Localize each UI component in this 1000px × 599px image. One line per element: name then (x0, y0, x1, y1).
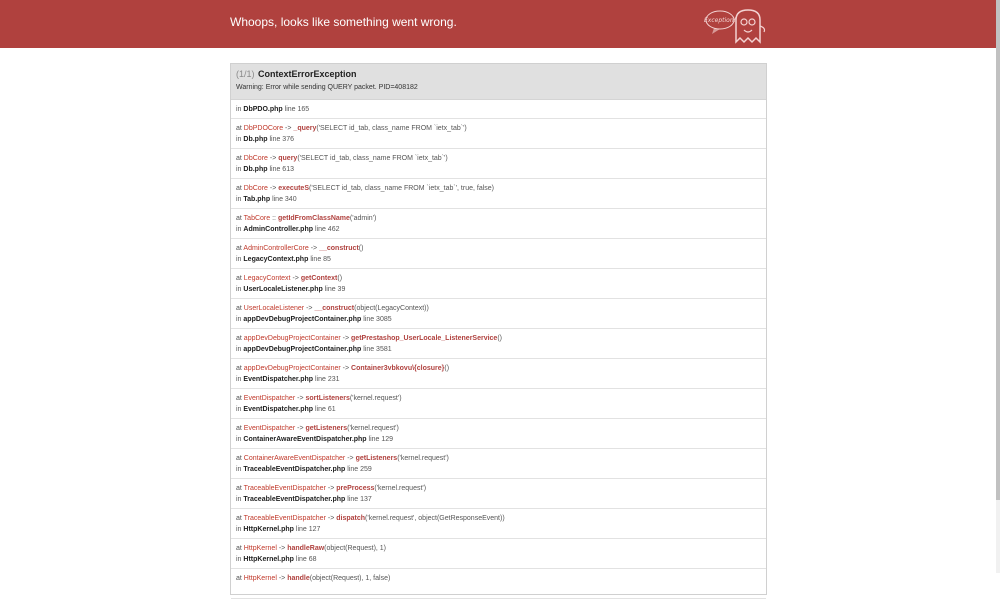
function-name: getPrestashop_UserLocale_ListenerService (351, 335, 498, 342)
call-operator: -> (292, 275, 299, 282)
file-name: HttpKernel.php (243, 556, 294, 563)
in-label: in (236, 166, 242, 173)
at-label: at (236, 185, 242, 192)
file-name: LegacyContext.php (243, 256, 309, 263)
file-name: Tab.php (243, 196, 271, 203)
stack-frame (231, 149, 766, 179)
function-args: ('SELECT id_tab, class_name FROM `ietx_tab`') (297, 155, 448, 162)
in-label: in (236, 256, 242, 263)
function-name: query (278, 155, 298, 162)
exception-header (231, 64, 766, 100)
call-operator: :: (272, 215, 276, 222)
function-name: _query (293, 125, 317, 132)
call-operator: -> (327, 515, 335, 522)
at-label: at (236, 515, 242, 522)
call-operator: -> (278, 545, 286, 552)
at-label: at (236, 395, 242, 402)
call-operator: -> (269, 155, 277, 162)
function-args: (object(Request), 1, false) (309, 575, 391, 582)
class-name[interactable]: EventDispatcher (243, 425, 296, 432)
at-label: at (236, 365, 242, 372)
class-name[interactable]: EventDispatcher (243, 395, 296, 402)
function-args: (object(LegacyContext)) (354, 305, 429, 312)
line-number: line 39 (324, 286, 346, 293)
file-name: ContainerAwareEventDispatcher.php (243, 436, 367, 443)
in-label: in (236, 196, 242, 203)
in-label: in (236, 526, 242, 533)
logo-text: Exception! (704, 17, 737, 24)
stack-frame (231, 509, 766, 539)
function-name: getIdFromClassName (277, 215, 350, 222)
function-name: handle (287, 575, 310, 582)
in-label: in (236, 286, 242, 293)
in-label: in (236, 376, 242, 383)
exception-count: (1/1) (236, 69, 255, 79)
function-args: ('kernel.request', object(GetResponseEvent)) (365, 515, 505, 522)
function-args: ('SELECT id_tab, class_name FROM `ietx_tab`') (316, 125, 467, 132)
scrollbar-thumb[interactable] (996, 0, 1000, 500)
in-label: in (236, 136, 242, 143)
line-number: line 462 (314, 226, 340, 233)
function-args: ('kernel.request') (374, 485, 427, 492)
class-name[interactable]: TraceableEventDispatcher (243, 515, 326, 522)
at-label: at (236, 305, 242, 312)
stack-frame (231, 239, 766, 269)
function-name: getListeners (355, 455, 398, 462)
function-args: () (444, 365, 450, 372)
file-name: Db.php (243, 166, 268, 173)
stack-frame (231, 539, 766, 569)
class-name[interactable]: UserLocaleListener (243, 305, 305, 312)
at-label: at (236, 275, 242, 282)
stack-frame (231, 419, 766, 449)
stack-frame (231, 389, 766, 419)
class-name[interactable]: DbCore (243, 155, 268, 162)
error-header (0, 0, 1000, 48)
file-name: EventDispatcher.php (243, 406, 314, 413)
line-number: line 231 (315, 376, 340, 383)
page-scrollbar[interactable] (996, 0, 1000, 573)
function-name: executeS (278, 185, 309, 192)
class-name[interactable]: HttpKernel (243, 575, 277, 582)
stack-trace (231, 100, 766, 599)
function-args: ('SELECT id_tab, class_name FROM `ietx_tab`', true, false) (309, 185, 495, 192)
in-label: in (236, 436, 242, 443)
stack-frame (231, 449, 766, 479)
stack-frame (231, 329, 766, 359)
file-name: TraceableEventDispatcher.php (243, 466, 346, 473)
in-label: in (236, 226, 242, 233)
file-name: appDevDebugProjectContainer.php (243, 316, 362, 323)
function-name: dispatch (336, 515, 366, 522)
function-args: ('admin') (349, 215, 377, 222)
function-args: ('kernel.request') (347, 425, 399, 432)
function-name: sortListeners (305, 395, 350, 402)
line-number: line 613 (269, 166, 294, 173)
line-number: line 3085 (363, 316, 392, 323)
in-label: in (236, 406, 242, 413)
in-label: in (236, 106, 242, 113)
line-number: line 259 (347, 466, 372, 473)
file-name: TraceableEventDispatcher.php (243, 496, 346, 503)
line-number: line 127 (295, 526, 321, 533)
function-args: ('kernel.request') (397, 455, 449, 462)
file-name: DbPDO.php (243, 106, 283, 113)
at-label: at (236, 215, 242, 222)
in-label: in (236, 346, 242, 353)
class-name[interactable]: DbCore (243, 185, 268, 192)
at-label: at (236, 485, 242, 492)
function-name: handleRaw (287, 545, 325, 552)
class-name[interactable]: AdminControllerCore (243, 245, 309, 252)
function-args: ('kernel.request') (349, 395, 402, 402)
stack-frame (231, 299, 766, 329)
stack-frame (231, 479, 766, 509)
line-number: line 137 (347, 496, 372, 503)
call-operator: -> (285, 125, 292, 132)
line-number: line 3581 (363, 346, 392, 353)
function-args: (object(Request), 1) (324, 545, 387, 552)
class-name[interactable]: LegacyContext (243, 275, 291, 282)
class-name[interactable]: TraceableEventDispatcher (243, 485, 326, 492)
call-operator: -> (306, 305, 313, 312)
at-label: at (236, 425, 242, 432)
stack-frame (231, 100, 766, 119)
stack-frame (231, 569, 766, 599)
call-operator: -> (342, 365, 350, 372)
function-args: () (497, 335, 502, 342)
stack-frame (231, 209, 766, 239)
line-number: line 129 (368, 436, 394, 443)
call-operator: -> (342, 335, 350, 342)
call-operator: -> (269, 185, 277, 192)
stack-frame (231, 359, 766, 389)
at-label: at (236, 335, 242, 342)
in-label: in (236, 496, 242, 503)
line-number: line 61 (315, 406, 336, 413)
stack-frame (231, 179, 766, 209)
at-label: at (236, 125, 242, 132)
function-args: () (337, 275, 343, 282)
call-operator: -> (297, 395, 304, 402)
in-label: in (236, 556, 242, 563)
line-number: line 85 (310, 256, 331, 263)
class-name[interactable]: TabCore (243, 215, 271, 222)
function-name: getListeners (305, 425, 348, 432)
function-args: () (358, 245, 364, 252)
call-operator: -> (327, 485, 335, 492)
file-name: EventDispatcher.php (243, 376, 314, 383)
exception-name: ContextErrorException (258, 69, 357, 79)
file-name: UserLocaleListener.php (243, 286, 323, 293)
line-number: line 376 (269, 136, 294, 143)
class-name[interactable]: appDevDebugProjectContainer (243, 365, 341, 372)
call-operator: -> (310, 245, 318, 252)
stack-frame (231, 119, 766, 149)
function-name: preProcess (336, 485, 375, 492)
page-title: Whoops, looks like something went wrong. (230, 15, 457, 29)
at-label: at (236, 245, 242, 252)
line-number: line 340 (272, 196, 297, 203)
at-label: at (236, 155, 242, 162)
function-name: Container3vbkovu\{closure} (351, 365, 445, 372)
at-label: at (236, 545, 242, 552)
call-operator: -> (347, 455, 354, 462)
call-operator: -> (297, 425, 304, 432)
call-operator: -> (278, 575, 286, 582)
in-label: in (236, 316, 242, 323)
in-label: in (236, 466, 242, 473)
function-name: __construct (319, 245, 359, 252)
function-name: getContext (300, 275, 338, 282)
line-number: line 165 (284, 106, 310, 113)
file-name: HttpKernel.php (243, 526, 294, 533)
line-number: line 68 (295, 556, 317, 563)
class-name[interactable]: HttpKernel (243, 545, 277, 552)
exception-panel (230, 63, 767, 595)
file-name: Db.php (243, 136, 268, 143)
exception-ghost-logo (704, 6, 768, 46)
function-name: __construct (314, 305, 355, 312)
at-label: at (236, 455, 242, 462)
exception-message: Warning: Error while sending QUERY packet. PID=408182 (236, 84, 418, 91)
file-name: appDevDebugProjectContainer.php (243, 346, 362, 353)
class-name[interactable]: DbPDOCore (243, 125, 284, 132)
stack-frame (231, 269, 766, 299)
class-name[interactable]: appDevDebugProjectContainer (243, 335, 341, 342)
class-name[interactable]: ContainerAwareEventDispatcher (243, 455, 346, 462)
at-label: at (236, 575, 242, 582)
file-name: AdminController.php (243, 226, 314, 233)
